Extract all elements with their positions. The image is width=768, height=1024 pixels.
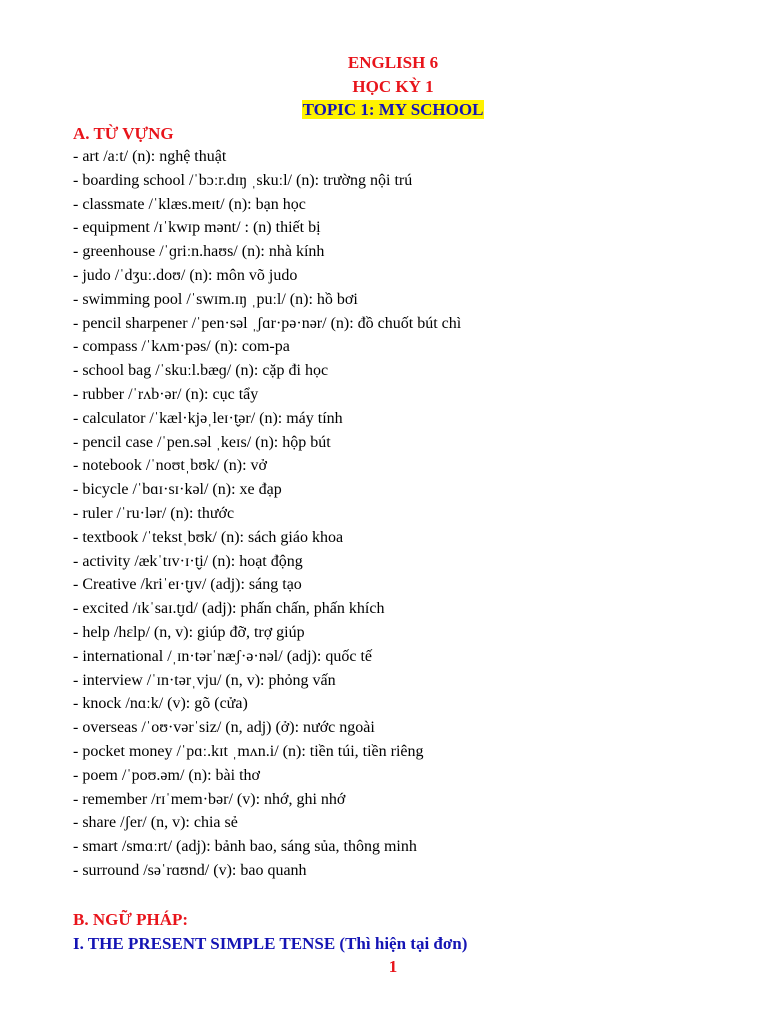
section-b-heading: B. NGỮ PHÁP: (73, 910, 189, 929)
vocab-item: - smart /smɑːrt/ (adj): bảnh bao, sáng sủa, thông minh (73, 838, 417, 856)
vocab-item: - pocket money /ˈpɑː.kɪt ˌmʌn.i/ (n): tiền túi, tiền riêng (73, 742, 424, 760)
vocabulary-list (73, 145, 461, 883)
term-title: HỌC KỲ 1 (352, 77, 434, 96)
vocab-item: - pencil sharpener /ˈpen·səl ˌʃɑr·pə·nər/ (n): đồ chuốt bút chì (73, 314, 462, 332)
vocab-item: - notebook /ˈnoʊtˌbʊk/ (n): vở (73, 457, 267, 475)
vocab-item: - judo /ˈdʒuː.doʊ/ (n): môn võ judo (73, 266, 298, 284)
topic-title (0, 99, 768, 121)
vocab-item: - rubber /ˈrʌb·ər/ (n): cục tẩy (73, 385, 259, 403)
topic-highlight: TOPIC 1: MY SCHOOL (302, 100, 484, 119)
vocab-item: - interview /ˈɪn·tərˌvju/ (n, v): phỏng vấn (73, 671, 336, 689)
vocab-item: - boarding school /ˈbɔːr.dɪŋ ˌskuːl/ (n): trường nội trú (73, 171, 413, 189)
vocab-item: - ruler /ˈru·lər/ (n): thước (73, 504, 235, 522)
vocab-item: - classmate /ˈklæs.meɪt/ (n): bạn học (73, 195, 306, 213)
vocab-item: - art /aːt/ (n): nghệ thuật (73, 148, 227, 165)
page-number: 1 (388, 957, 398, 976)
vocab-item: - pencil case /ˈpen.səl ˌkeɪs/ (n): hộp bút (73, 433, 331, 451)
vocab-item: - textbook /ˈtekstˌbʊk/ (n): sách giáo khoa (73, 528, 344, 546)
vocab-item: - international /ˌɪn·tərˈnæʃ·ə·nəl/ (adj): quốc tế (73, 647, 372, 665)
section-a-heading: A. TỪ VỰNG (73, 124, 174, 143)
document-title: ENGLISH 6 (347, 53, 439, 72)
vocab-item: - share /ʃer/ (n, v): chia sẻ (73, 814, 238, 832)
vocab-item: - surround /səˈrɑʊnd/ (v): bao quanh (73, 861, 307, 879)
vocab-item: - Creative /kriˈeɪ·t̬ɪv/ (adj): sáng tạo (73, 576, 302, 594)
vocab-item: - remember /rɪˈmem·bər/ (v): nhớ, ghi nhớ (73, 790, 346, 808)
vocab-item: - help /hɛlp/ (n, v): giúp đỡ, trợ giúp (73, 623, 305, 641)
vocab-item: - excited /ɪkˈsaɪ.t̬ɪd/ (adj): phấn chấn, phấn khích (73, 600, 385, 618)
vocab-item: - overseas /ˈoʊ·vərˈsiz/ (n, adj) (ở): nước ngoài (73, 719, 375, 737)
vocab-item: - activity /ækˈtɪv·ɪ·t̬i/ (n): hoạt động (73, 552, 303, 570)
vocab-item: - poem /ˈpoʊ.əm/ (n): bài thơ (73, 766, 260, 784)
vocab-item: - compass /ˈkʌm·pəs/ (n): com-pa (73, 338, 290, 356)
vocab-item: - calculator /ˈkæl·kjəˌleɪ·t̬ər/ (n): máy tính (73, 409, 343, 427)
vocab-item: - school bag /ˈskuːl.bæɡ/ (n): cặp đi học (73, 362, 329, 380)
vocab-item: - knock /nɑːk/ (v): gõ (cửa) (73, 695, 248, 713)
vocab-item: - equipment /ɪˈkwɪp mənt/ : (n) thiết bị (73, 219, 321, 237)
vocab-item: - swimming pool /ˈswɪm.ɪŋ ˌpuːl/ (n): hồ bơi (73, 290, 358, 308)
vocab-item: - greenhouse /ˈɡriːn.haʊs/ (n): nhà kính (73, 243, 325, 261)
grammar-subheading: I. THE PRESENT SIMPLE TENSE (Thì hiện tại đơn) (73, 934, 468, 953)
vocab-item: - bicycle /ˈbɑɪ·sɪ·kəl/ (n): xe đạp (73, 481, 282, 499)
